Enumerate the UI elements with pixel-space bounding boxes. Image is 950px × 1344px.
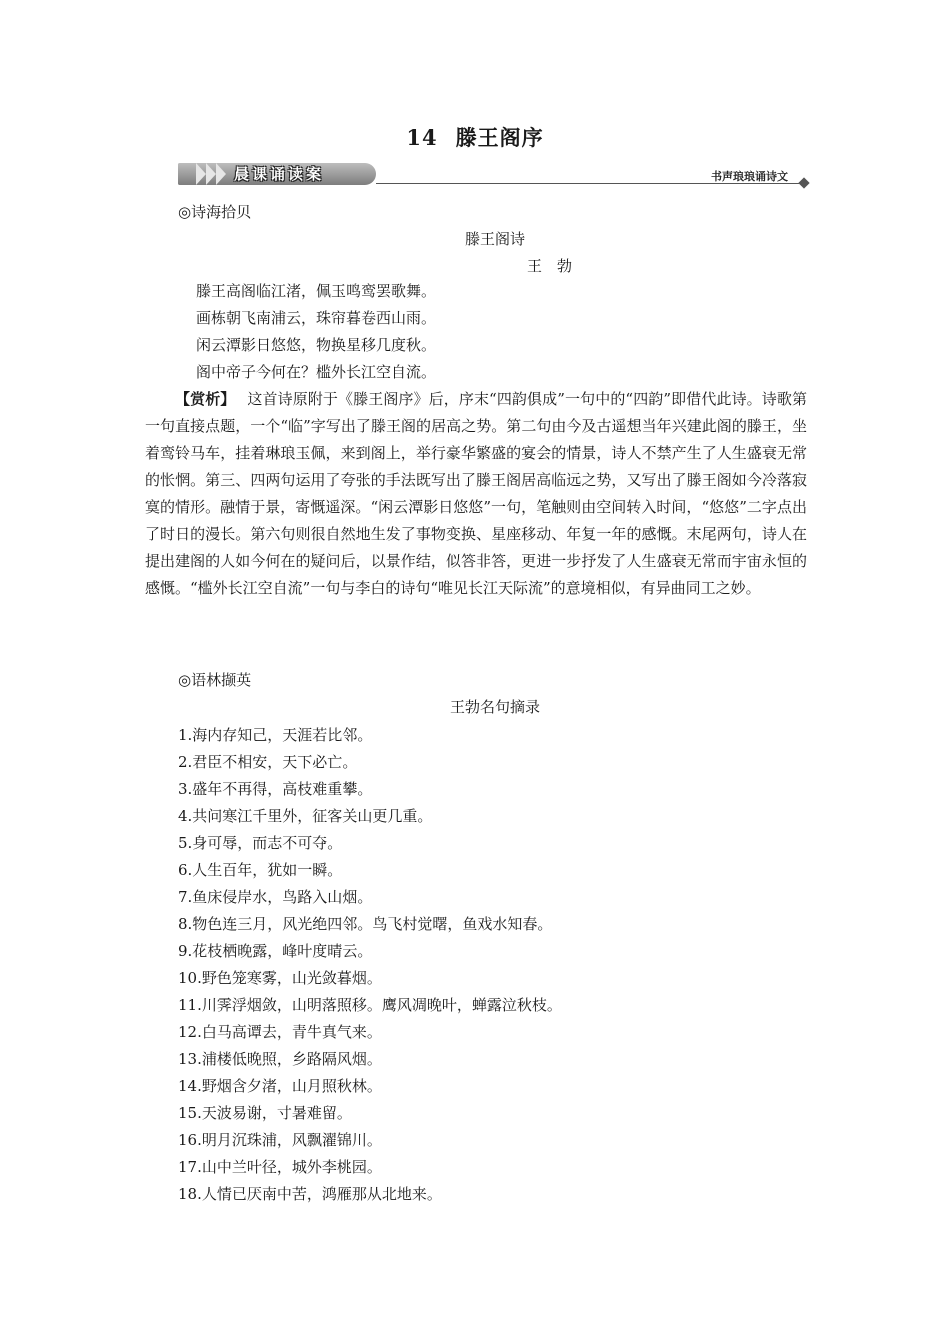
analysis-label: 【赏析】 [175, 390, 236, 408]
poem-author: 王 勃 [527, 257, 573, 275]
list-item: 17.山中兰叶径，城外李桃园。 [178, 1158, 382, 1176]
list-item: 11.川霁浮烟敛，山明落照移。鹰风凋晚叶，蝉露泣秋枝。 [178, 996, 562, 1014]
section-heading-poetry: ◎诗海拾贝 [178, 203, 252, 221]
list-item: 1.海内存知己，天涯若比邻。 [178, 726, 373, 744]
chevron-icon [206, 163, 216, 185]
list-item: 18.人情已厌南中苦，鸿雁那从北地来。 [178, 1185, 442, 1203]
list-item: 2.君臣不相安，天下必亡。 [178, 753, 358, 771]
analysis-paragraph [145, 386, 807, 602]
list-item: 3.盛年不再得，高枝难重攀。 [178, 780, 373, 798]
chevron-icon [216, 163, 226, 185]
page-title [0, 122, 950, 152]
diamond-icon [798, 177, 809, 188]
lesson-number: 14 [406, 125, 438, 150]
banner-label: 晨课诵读案 [234, 165, 325, 183]
banner-right-text: 书声琅琅诵诗文 [711, 170, 788, 183]
poem-line: 阁中帝子今何在？槛外长江空自流。 [196, 363, 437, 381]
list-item: 15.天波易谢，寸暑难留。 [178, 1104, 352, 1122]
list-item: 9.花枝栖晚露，峰叶度晴云。 [178, 942, 373, 960]
lesson-title: 滕王阁序 [455, 125, 544, 150]
list-item: 12.白马高谭去，青牛真气来。 [178, 1023, 382, 1041]
poem-title: 滕王阁诗 [464, 230, 525, 248]
list-item: 13.浦楼低晚照，乡路隔风烟。 [178, 1050, 382, 1068]
list-item: 7.鱼床侵岸水，鸟路入山烟。 [178, 888, 373, 906]
list-item: 4.共问寒江千里外，征客关山更几重。 [178, 807, 433, 825]
list-item: 14.野烟含夕渚，山月照秋林。 [178, 1077, 382, 1095]
list-item: 10.野色笼寒雾，山光敛暮烟。 [178, 969, 382, 987]
poem-line: 画栋朝飞南浦云，珠帘暮卷西山雨。 [196, 309, 437, 327]
analysis-text: 这首诗原附于《滕王阁序》后，序末“四韵俱成”一句中的“四韵”即借代此诗。诗歌第一句直接点题，一个“临”字写出了滕王阁的居高之势。第二句由今及古遥想当年兴建此阁的滕王，坐着鸾铃马车，挂着琳琅玉佩，来到阁上，举行豪华繁盛的宴会的情景，诗人不禁产生了人生盛衰无常的怅惘。第三、四两句运用了夸张的手法既写出了滕王阁居高临远之势，又写出了滕王阁如今冷落寂寞的情形。融情于景，寄慨遥深。“闲云潭影日悠悠”一句，笔触则由空间转入时间，“悠悠”二字点出了时日的漫长。第六句则很自然地生发了事物变换、星座移动、年复一年的感慨。末尾两句，诗人在提出建阁的人如今何在的疑问后，以景作结，似答非答，更进一步抒发了人生盛衰无常而宇宙永恒的感慨。“槛外长江空自流”一句与李白的诗句“唯见长江天际流”的意境相似，有异曲同工之妙。 [145, 390, 807, 597]
quotes-title: 王勃名句摘录 [449, 698, 540, 716]
list-item: 5.身可辱，而志不可夺。 [178, 834, 343, 852]
poem-line: 滕王高阁临江渚，佩玉鸣鸾罢歌舞。 [196, 282, 437, 300]
section-banner [178, 160, 808, 190]
list-item: 6.人生百年，犹如一瞬。 [178, 861, 343, 879]
poem-line: 闲云潭影日悠悠，物换星移几度秋。 [196, 336, 437, 354]
chevron-icon [196, 163, 206, 185]
section-heading-quotes: ◎语林撷英 [178, 671, 252, 689]
list-item: 8.物色连三月，风光绝四邻。鸟飞村觉曙，鱼戏水知春。 [178, 915, 553, 933]
list-item: 16.明月沉珠浦，风飘濯锦川。 [178, 1131, 382, 1149]
